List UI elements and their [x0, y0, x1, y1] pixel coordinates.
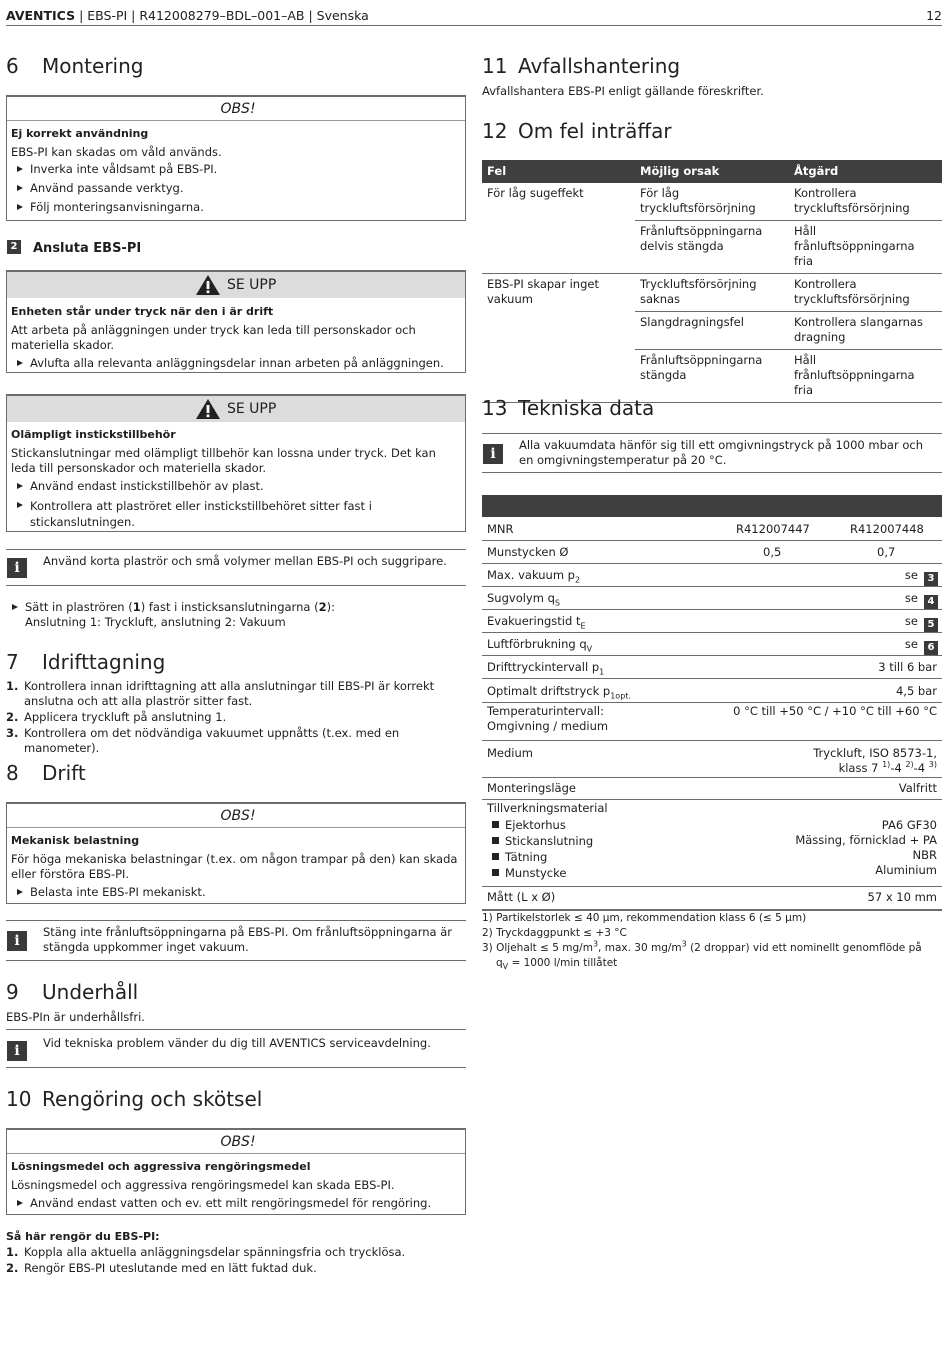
section-number: 12: [482, 119, 508, 143]
list-item: [6, 1245, 466, 1260]
section-title: Rengöring och skötsel: [42, 1087, 263, 1111]
caution-box-accessories: [6, 394, 466, 532]
caution-title-bar: [7, 272, 465, 298]
notice-box-mounting: [6, 95, 466, 221]
section-number: 10: [6, 1087, 32, 1111]
cell-value: [905, 614, 938, 632]
row-label: [487, 568, 580, 583]
label-text: Luftförbrukning q: [487, 637, 587, 651]
table-row: [482, 679, 942, 703]
table-row: [482, 517, 942, 541]
info-icon: i: [483, 444, 503, 464]
row-label: Tillverkningsmaterial: [487, 801, 608, 815]
table-row: [482, 183, 942, 221]
footnotes: [482, 911, 942, 971]
fault-table: [482, 160, 942, 403]
table-cell: EBS-PI skapar inget vakuum: [487, 277, 599, 306]
footnote: [482, 941, 942, 956]
section-number: 13: [482, 396, 508, 420]
table-row: [482, 703, 942, 741]
cell-value: 0,7: [877, 545, 896, 559]
table-cell: Tryckluftsförsörjning saknas: [635, 274, 789, 312]
material-value: Mässing, förnicklad + PA: [795, 833, 937, 847]
list-item: [492, 834, 937, 850]
footnote-text: q: [496, 957, 503, 969]
section-number: 8: [6, 761, 19, 785]
disposal-text: Avfallshantera EBS-PI enligt gällande föreskrifter.: [482, 84, 764, 98]
section-title: Avfallshantering: [518, 54, 681, 78]
doc-ref: | EBS-PI | R412008279–BDL–001–AB | Svenska: [75, 8, 369, 23]
connect-ref: 2: [318, 600, 327, 614]
info-box-tubes: [6, 549, 466, 586]
label-sub: 1: [599, 667, 605, 677]
section-9-heading: [6, 980, 138, 1004]
value-text: -4: [913, 761, 929, 775]
label-text: Max. vakuum p: [487, 568, 575, 582]
label-sub: V: [586, 644, 593, 654]
table-cell: För låg sugeffekt: [487, 186, 584, 200]
footnote-ref: 1): [882, 760, 891, 770]
caution-text: Stickanslutningar med olämpligt tillbehör kan lossna under tryck. Det kan leda till personskador och materiella skador.: [11, 446, 436, 475]
table-row: [482, 633, 942, 656]
cell-value: [905, 591, 938, 609]
info-icon: i: [7, 1041, 27, 1061]
notice-item: Inverka inte våldsamt på EBS-PI.: [11, 162, 461, 177]
cell-value: 57 x 10 mm: [867, 890, 937, 904]
label-text: Omgivning / medium: [487, 719, 609, 733]
step-label: Ansluta EBS-PI: [33, 241, 142, 256]
warning-triangle-icon: [195, 274, 221, 296]
label-sub: S: [554, 598, 560, 608]
section-number: 7: [6, 650, 19, 674]
table-row: [482, 656, 942, 679]
notice-item: Följ monteringsanvisningarna.: [11, 200, 461, 215]
table-header-row: [482, 160, 942, 183]
square-bullet-icon: [492, 837, 499, 844]
caution-box-pressure: [6, 270, 466, 373]
footnote-text: 3) Oljehalt ≤ 5 mg/m: [482, 942, 593, 954]
table-row: [482, 312, 942, 350]
material-name: Munstycke: [505, 866, 567, 880]
list-item: [492, 850, 937, 866]
caution-title-bar: [7, 396, 465, 422]
section-title: Tekniska data: [518, 396, 655, 420]
notice-title: OBS!: [7, 97, 465, 121]
caution-item: Använd endast instickstillbehör av plast.: [11, 479, 461, 494]
row-label: [487, 660, 604, 675]
caution-item: Avlufta alla relevanta anläggningsdelar innan arbeten på anläggningen.: [11, 356, 461, 371]
cleaning-steps: [6, 1245, 466, 1276]
list-item: [492, 818, 937, 834]
table-cell: Kontrollera slangarnas dragning: [789, 312, 942, 350]
figure-ref-badge: 3: [924, 572, 938, 586]
cell-value: R412007448: [850, 522, 924, 536]
info-box-service: [6, 1029, 466, 1068]
cell-value: [905, 568, 938, 586]
list-number: 1.: [6, 679, 19, 693]
list-text: Koppla alla aktuella anläggningsdelar spänningsfria och trycklösa.: [24, 1245, 406, 1259]
figure-ref-badge: 6: [924, 641, 938, 655]
row-label: [487, 704, 608, 734]
cell-value: 0,5: [763, 545, 782, 559]
notice-item: Använd endast vatten och ev. ett milt rengöringsmedel för rengöring.: [11, 1196, 461, 1211]
table-cell: Frånluftsöppningarna stängda: [635, 350, 789, 403]
table-row: [482, 778, 942, 800]
connect-text: Sätt in plaströren (: [25, 600, 133, 614]
notice-title: OBS!: [7, 804, 465, 828]
value-text: se: [904, 568, 918, 582]
section-10-heading: [6, 1087, 262, 1111]
cell-value: 3 till 6 bar: [878, 660, 937, 674]
row-label: Munstycken Ø: [487, 545, 569, 559]
footnote-text: (2 droppar) vid ett nominellt genomflöde på: [686, 942, 922, 954]
step-number-badge: 2: [7, 240, 21, 254]
notice-box-solvents: [6, 1128, 466, 1215]
section-title: Idrifttagning: [42, 650, 166, 674]
table-row: [482, 350, 942, 403]
figure-ref-badge: 4: [924, 595, 938, 609]
label-sub: 2: [574, 575, 581, 585]
label-sub: E: [580, 621, 586, 631]
footnote: 1) Partikelstorlek ≤ 40 µm, rekommendation klass 6 (≤ 5 µm): [482, 912, 807, 924]
table-row: [482, 610, 942, 633]
footnote: 2) Tryckdaggpunkt ≤ +3 °C: [482, 927, 627, 939]
section-number: 6: [6, 54, 19, 78]
material-name: Ejektorhus: [505, 818, 566, 832]
materials-list: [492, 818, 937, 882]
footnote-sub: V: [502, 962, 509, 972]
material-value: NBR: [912, 848, 937, 862]
cell-value: R412007447: [736, 522, 810, 536]
notice-text: EBS-PI kan skadas om våld används.: [11, 145, 222, 159]
caution-text: Att arbeta på anläggningen under tryck kan leda till personskador och materiella skador.: [11, 323, 416, 352]
value-text: Tryckluft, ISO 8573-1,: [813, 746, 937, 760]
list-item: [6, 1261, 466, 1276]
footnote-ref: 2): [905, 760, 914, 770]
caution-heading: Enheten står under tryck när den i är drift: [11, 305, 274, 318]
table-row: [482, 274, 942, 312]
section-number: 9: [6, 980, 19, 1004]
connect-text: ) fast i insticksanslutningarna (: [140, 600, 319, 614]
info-icon: i: [7, 931, 27, 951]
row-label: [487, 637, 592, 652]
table-cell: Håll frånluftsöppningarna fria: [789, 221, 942, 274]
figure-ref-badge: 5: [924, 618, 938, 632]
row-label: Monteringsläge: [487, 781, 576, 795]
table-cell: [482, 312, 635, 350]
value-text: klass 7: [838, 761, 883, 775]
section-number: 11: [482, 54, 508, 78]
label-text: Drifttryckintervall p: [487, 660, 600, 674]
value-text: -4: [890, 761, 906, 775]
header-doc-info: [6, 8, 369, 23]
list-number: 1.: [6, 1245, 19, 1259]
notice-heading: Lösningsmedel och aggressiva rengöringsmedel: [11, 1160, 311, 1173]
section-title: Underhåll: [42, 980, 139, 1004]
tech-data-table: [482, 517, 942, 917]
table-cell: Kontrollera tryckluftsförsörjning: [789, 183, 942, 221]
label-text: Temperaturintervall:: [487, 704, 604, 718]
maintenance-text: EBS-PIn är underhållsfri.: [6, 1010, 145, 1024]
section-13-heading: [482, 396, 654, 420]
label-text: Sugvolym q: [487, 591, 555, 605]
label-text: Optimalt driftstryck p: [487, 684, 611, 698]
info-box-exhaust: [6, 920, 466, 961]
row-label: [487, 591, 560, 606]
cell-value: 0 °C till +50 °C / +10 °C till +60 °C: [733, 704, 937, 718]
table-cell: Håll frånluftsöppningarna fria: [789, 350, 942, 403]
table-row: [482, 587, 942, 610]
table-cell: Kontrollera tryckluftsförsörjning: [789, 274, 942, 312]
material-name: Stickanslutning: [505, 834, 594, 848]
section-12-heading: [482, 119, 672, 143]
cell-value: [813, 746, 937, 776]
page-header: [6, 6, 942, 26]
cell-value: [905, 637, 938, 655]
page-number: 12: [926, 8, 942, 23]
list-number: 3.: [6, 726, 19, 740]
caution-item: Kontrollera att plaströret eller instickstillbehöret sitter fast i stickanslutningen.: [11, 498, 461, 530]
footnote-sup: 3: [592, 939, 599, 949]
row-label: Mått (L x Ø): [487, 890, 556, 904]
table-row: [482, 741, 942, 778]
label-sub: 1opt.: [610, 691, 631, 701]
section-title: Montering: [42, 54, 144, 78]
notice-box-load: [6, 802, 466, 904]
column-header: Åtgärd: [789, 160, 942, 183]
list-text: Kontrollera innan idrifttagning att alla anslutningar till EBS-PI är korrekt anslutna och att alla plaströr sitter fast.: [24, 679, 435, 708]
value-text: se: [904, 614, 918, 628]
cell-value: Valfritt: [898, 781, 937, 795]
info-icon: i: [7, 558, 27, 578]
square-bullet-icon: [492, 821, 499, 828]
value-text: se: [904, 637, 918, 651]
row-label: MNR: [487, 522, 514, 536]
notice-item: Belasta inte EBS-PI mekaniskt.: [11, 885, 461, 900]
list-text: Rengör EBS-PI uteslutande med en lätt fuktad duk.: [24, 1261, 317, 1275]
table-row: [482, 541, 942, 564]
connect-ref: 1: [132, 600, 141, 614]
row-label: [487, 614, 586, 629]
table-cell: Slangdragningsfel: [635, 312, 789, 350]
info-text: Vid tekniska problem vänder du dig till AVENTICS serviceavdelning.: [43, 1036, 431, 1050]
label-text: Evakueringstid t: [487, 614, 581, 628]
warning-triangle-icon: [195, 398, 221, 420]
table-row: [482, 800, 942, 887]
footnote-text: , max. 30 mg/m: [598, 942, 682, 954]
material-value: Aluminium: [875, 863, 937, 877]
list-text: Kontrollera om det nödvändiga vakuumet uppnåtts (t.ex. med en manometer).: [24, 726, 400, 755]
connect-text: ):: [326, 600, 335, 614]
notice-heading: Ej korrekt användning: [11, 127, 149, 140]
material-value: PA6 GF30: [881, 818, 937, 832]
list-item: [6, 679, 466, 709]
caution-heading: Olämpligt instickstillbehör: [11, 428, 176, 441]
section-8-heading: [6, 761, 86, 785]
table-cell: [482, 221, 635, 274]
row-label: [487, 684, 631, 699]
table-row: [482, 564, 942, 587]
square-bullet-icon: [492, 853, 499, 860]
table-cell: [482, 350, 635, 403]
row-label: Medium: [487, 746, 533, 760]
table-row: [482, 221, 942, 274]
startup-steps: [6, 679, 466, 756]
table-cell: För låg tryckluftsförsörjning: [635, 183, 789, 221]
connect-text: Anslutning 1: Tryckluft, anslutning 2: Vakuum: [25, 615, 286, 629]
table-row: [482, 887, 942, 911]
footnote-sup: 3: [681, 939, 687, 949]
brand: AVENTICS: [6, 8, 76, 23]
footnote-ref: 3): [928, 760, 937, 770]
material-name: Tätning: [505, 850, 548, 864]
list-item: [492, 863, 937, 882]
footnote-text: = 1000 l/min tillåtet: [508, 957, 618, 969]
section-title: Drift: [42, 761, 86, 785]
notice-text: För höga mekaniska belastningar (t.ex. om någon trampar på den) kan skada eller förstöra EBS-PI.: [11, 852, 458, 881]
cell-value: 4,5 bar: [895, 684, 937, 698]
caution-title: SE UPP: [227, 277, 277, 293]
info-text: Alla vakuumdata hänför sig till ett omgivningstryck på 1000 mbar och en omgivningstemperatur på 20 °C.: [519, 438, 923, 467]
section-7-heading: [6, 650, 165, 674]
table-cell: Frånluftsöppningarna delvis stängda: [635, 221, 789, 274]
list-text: Applicera tryckluft på anslutning 1.: [24, 710, 227, 724]
column-header: Möjlig orsak: [635, 160, 789, 183]
section-6-heading: [6, 54, 143, 78]
connect-instruction: [6, 600, 466, 630]
cleaning-howto: Så här rengör du EBS-PI:: [6, 1230, 160, 1243]
notice-title: OBS!: [7, 1130, 465, 1154]
footnote: [482, 956, 942, 971]
info-text: Stäng inte frånluftsöppningarna på EBS-PI. Om frånluftsöppningarna är stängda uppkommer inget vakuum.: [43, 925, 452, 954]
square-bullet-icon: [492, 869, 499, 876]
list-number: 2.: [6, 710, 19, 724]
caution-title: SE UPP: [227, 401, 277, 417]
list-item: [6, 710, 466, 725]
list-number: 2.: [6, 1261, 19, 1275]
value-text: se: [904, 591, 918, 605]
notice-item: Använd passande verktyg.: [11, 181, 461, 196]
info-box-vacuum-data: [482, 433, 942, 473]
section-11-heading: [482, 54, 680, 78]
column-header: Fel: [482, 160, 635, 183]
list-item: [6, 726, 466, 756]
section-title: Om fel inträffar: [518, 119, 672, 143]
notice-text: Lösningsmedel och aggressiva rengöringsmedel kan skada EBS-PI.: [11, 1178, 395, 1192]
tech-table-header-bar: [482, 495, 942, 517]
notice-heading: Mekanisk belastning: [11, 834, 140, 847]
info-text: Använd korta plaströr och små volymer mellan EBS-PI och suggripare.: [43, 554, 447, 568]
